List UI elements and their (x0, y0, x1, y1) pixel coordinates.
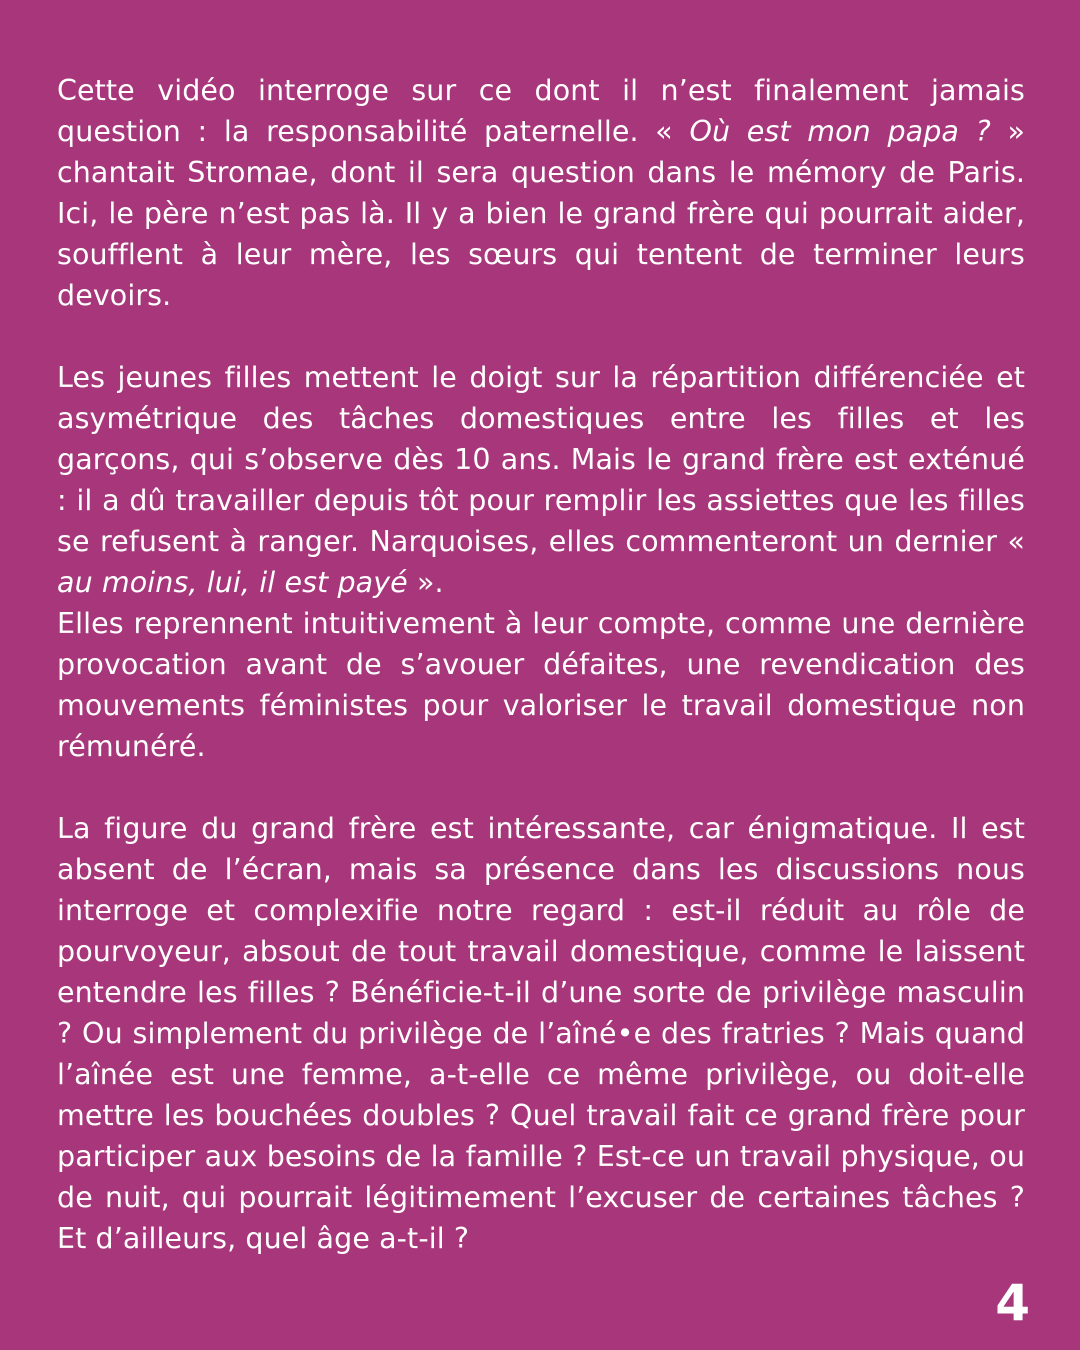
paragraph-1-text: Cette vidéo interroge sur ce dont il n’est finalement jamais question : la responsabilité paternelle. « (57, 74, 1025, 148)
paragraph-1-text-cont: » chantait Stromae, dont il sera question dans le mémory de Paris. Ici, le père n’est pas là. Il y a bien le grand frère qui pourrait aider, soufflent à leur mère, les sœurs qui tentent de terminer leurs devoirs. (57, 115, 1025, 312)
page-number: 4 (995, 1274, 1030, 1332)
paragraph-2 (57, 357, 1025, 603)
paragraph-1 (57, 70, 1025, 316)
paragraph-2-text: Les jeunes filles mettent le doigt sur la répartition différenciée et asymétrique des tâches domestiques entre les filles et les garçons, qui s’observe dès 10 ans. Mais le grand frère est exténué : il a dû travailler depuis tôt pour remplir les assiettes que les filles se refusent à ranger. Narquoises, elles commenteront un dernier « (57, 361, 1025, 558)
quote-au-moins: au moins, lui, il est payé (57, 566, 408, 599)
paragraph-3: Elles reprennent intuitivement à leur compte, comme une dernière provocation avant de s’avouer défaites, une revendication des mouvements féministes pour valoriser le travail domestique non rémunéré. (57, 607, 1025, 763)
paragraph-2-text-cont: ». (407, 566, 444, 599)
quote-stromae: Où est mon papa ? (689, 115, 991, 148)
paragraph-4: La figure du grand frère est intéressante, car énigmatique. Il est absent de l’écran, mais sa présence dans les discussions nous interroge et complexifie notre regard : est-il réduit au rôle de pourvoyeur, absout de tout travail domestique, comme le laissent entendre les filles ? Bénéficie-t-il d’une sorte de privilège masculin ? Ou simplement du privilège de l’aîné•e des fratries ? Mais quand l’aînée est une femme, a-t-elle ce même privilège, ou doit-elle mettre les bouchées doubles ? Quel travail fait ce grand frère pour participer aux besoins de la famille ? Est-ce un travail physique, ou de nuit, qui pourrait légitimement l’excuser de certaines tâches ? Et d’ailleurs, quel âge a-t-il ? (57, 812, 1025, 1255)
article-body (57, 70, 1025, 1259)
